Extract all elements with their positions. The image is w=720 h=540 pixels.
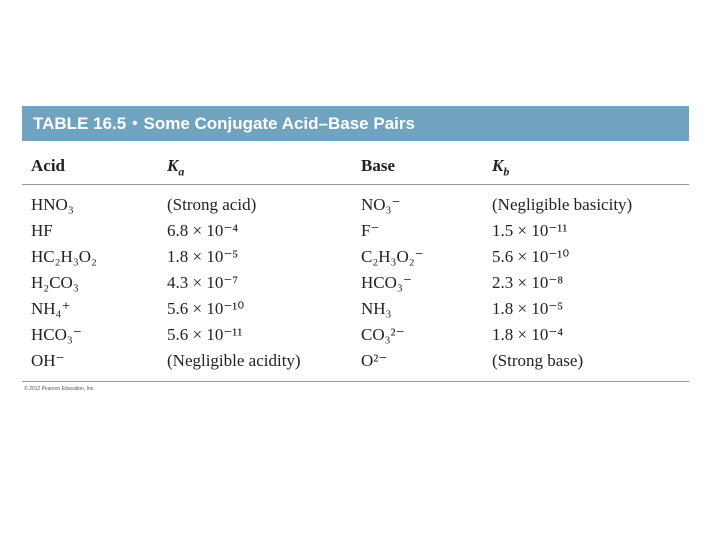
table-row [22, 247, 689, 273]
acid-cell: HF [31, 221, 53, 240]
acid-cell: OH⁻ [31, 351, 65, 370]
acid-cell: HCO₃⁻ [31, 325, 82, 344]
table-row [22, 325, 689, 351]
header-base: Base [361, 156, 395, 175]
base-cell: F⁻ [361, 221, 380, 240]
header-kb: $K_b$ [492, 156, 510, 179]
base-cell: CO₃²⁻ [361, 325, 405, 344]
table-row [22, 273, 689, 299]
table-row [22, 221, 689, 247]
conjugate-pairs-table [22, 106, 689, 382]
ka-cell: 5.6 × 10⁻¹⁰ [167, 299, 245, 318]
ka-cell: (Strong acid) [167, 195, 257, 214]
acid-cell: NH₄⁺ [31, 299, 71, 318]
ka-cell: 6.8 × 10⁻⁴ [167, 221, 239, 240]
table-body [22, 185, 689, 382]
table-title: Some Conjugate Acid–Base Pairs [143, 113, 415, 133]
ka-cell: 1.8 × 10⁻⁵ [167, 247, 239, 266]
acid-cell: H₂CO₃ [31, 273, 79, 292]
table-row [22, 351, 689, 377]
kb-cell: 1.5 × 10⁻¹¹ [492, 221, 568, 240]
header-acid: Acid [31, 156, 65, 175]
table-row [22, 195, 689, 221]
copyright-text: © 2012 Pearson Education, Inc. [24, 386, 95, 392]
table-header-row [22, 141, 689, 185]
ka-cell: 4.3 × 10⁻⁷ [167, 273, 239, 292]
kb-cell: (Strong base) [492, 351, 584, 370]
base-cell: NO₃⁻ [361, 195, 401, 214]
base-cell: NH₃ [361, 299, 392, 318]
table-title-bar [22, 106, 689, 141]
header-ka: $K_a$ [167, 156, 185, 179]
base-cell: O²⁻ [361, 351, 388, 370]
base-cell: HCO₃⁻ [361, 273, 412, 292]
kb-cell: 5.6 × 10⁻¹⁰ [492, 247, 570, 266]
base-cell: C₂H₃O₂⁻ [361, 247, 424, 266]
kb-cell: (Negligible basicity) [492, 195, 633, 214]
table-row [22, 299, 689, 325]
kb-cell: 1.8 × 10⁻⁵ [492, 299, 564, 318]
bullet-icon: • [132, 115, 138, 132]
kb-cell: 1.8 × 10⁻⁴ [492, 325, 564, 344]
table-number: TABLE 16.5 [33, 113, 127, 133]
ka-cell: 5.6 × 10⁻¹¹ [167, 325, 243, 344]
ka-cell: (Negligible acidity) [167, 351, 301, 370]
acid-cell: HC₂H₃O₂ [31, 247, 97, 266]
kb-cell: 2.3 × 10⁻⁸ [492, 273, 564, 292]
acid-cell: HNO₃ [31, 195, 74, 214]
